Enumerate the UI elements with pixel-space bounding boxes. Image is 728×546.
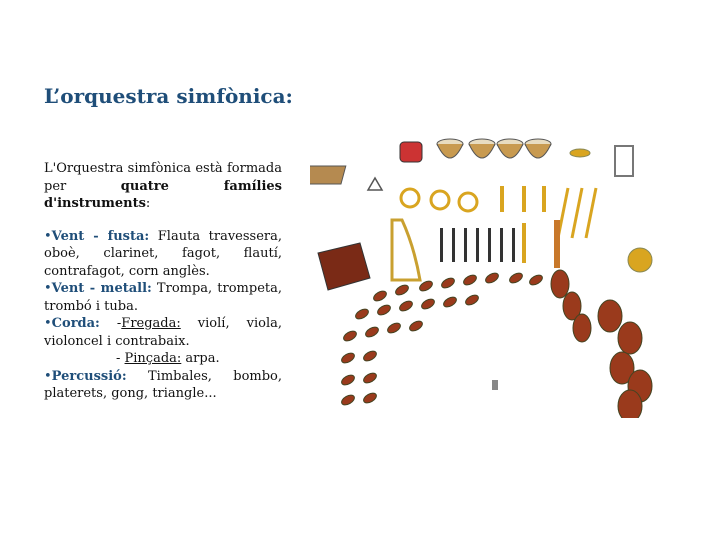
french-horn-icon <box>401 189 419 207</box>
bowed-label: Fregada: <box>121 316 181 331</box>
woodwind-icon <box>488 228 491 262</box>
violin-icon <box>464 293 480 307</box>
timpani-bowl-icon <box>469 144 495 158</box>
timpani-bowl-icon <box>497 144 523 158</box>
family-text: Flauta travessera, oboè, clarinet, fagot, flautí, contrafagot, corn anglès. <box>44 228 282 279</box>
double-bass-icon <box>618 322 642 354</box>
violin-icon <box>484 271 500 285</box>
violin-icon <box>440 276 456 290</box>
violin-icon <box>528 273 544 287</box>
intro-lead: L'Orquestra simfònica està formada per <box>44 161 282 194</box>
violin-icon <box>398 299 414 313</box>
trumpet-icon <box>542 186 546 212</box>
family-strings <box>44 315 282 350</box>
tuba-icon <box>628 248 652 272</box>
bassoon-icon <box>554 220 560 268</box>
woodwind-icon <box>452 228 455 262</box>
woodwind-icon <box>500 228 503 262</box>
violin-icon <box>362 371 378 385</box>
violin-icon <box>354 307 370 321</box>
violin-icon <box>376 303 392 317</box>
family-text: Trompa, trompeta, trombó i tuba. <box>44 281 282 314</box>
violin-icon <box>372 289 388 303</box>
violin-icon <box>462 273 478 287</box>
family-text: - <box>99 316 122 331</box>
chimes-icon <box>615 146 633 176</box>
woodwind-icon <box>440 228 443 262</box>
family-strings-plucked <box>44 350 282 368</box>
violin-icon <box>340 351 356 365</box>
family-brass <box>44 280 282 315</box>
trumpet-icon <box>500 186 504 212</box>
bass-drum-icon <box>400 142 422 162</box>
plucked-prefix: - <box>116 351 125 366</box>
cello-icon <box>551 270 569 298</box>
woodwind-icon <box>464 228 467 262</box>
violin-icon <box>386 321 402 335</box>
bullet: • <box>44 316 52 331</box>
triangle-icon <box>368 178 382 190</box>
violin-icon <box>394 283 410 297</box>
cello-icon <box>573 314 591 342</box>
bowed-text: violí, viola, violoncel i contrabaix. <box>44 316 282 349</box>
piano-icon <box>318 243 370 290</box>
double-bass-icon <box>598 300 622 332</box>
slide-title: L’orquestra simfònica: <box>44 84 293 108</box>
family-label: Vent - fusta: <box>51 228 150 244</box>
bullet: • <box>44 281 52 296</box>
violin-icon <box>362 391 378 405</box>
family-woodwind <box>44 228 282 281</box>
violin-icon <box>362 349 378 363</box>
family-text: Timbales, bombo, platerets, gong, triangle... <box>44 368 282 401</box>
slide-body <box>44 160 282 403</box>
violin-icon <box>442 295 458 309</box>
cymbal-icon <box>570 149 590 157</box>
xylophone-icon <box>310 166 346 184</box>
timpani-bowl-icon <box>525 144 551 158</box>
trombone-icon <box>586 188 596 238</box>
intro-bold: quatre famílies d'instruments <box>44 178 282 211</box>
plucked-label: Pinçada: <box>124 351 182 366</box>
saxophone-icon <box>522 223 526 263</box>
bullet: • <box>44 228 52 244</box>
harp-icon <box>392 220 420 280</box>
violin-icon <box>342 329 358 343</box>
intro-tail: : <box>145 196 151 211</box>
double-bass-icon <box>618 390 642 418</box>
french-horn-icon <box>459 193 477 211</box>
violin-icon <box>340 393 356 407</box>
violin-icon <box>420 297 436 311</box>
intro-paragraph <box>44 160 282 213</box>
french-horn-icon <box>431 191 449 209</box>
family-percussion <box>44 368 282 403</box>
violin-icon <box>508 271 524 285</box>
timpani-bowl-icon <box>437 144 463 158</box>
symphony-orchestra-layout-illustration <box>310 128 700 418</box>
trombone-icon <box>572 188 582 238</box>
plucked-text: arpa. <box>181 351 220 366</box>
family-label: Vent - metall: <box>51 281 152 296</box>
family-label: Percussió: <box>51 368 127 384</box>
woodwind-icon <box>476 228 479 262</box>
bullet: • <box>44 368 52 384</box>
violin-icon <box>340 373 356 387</box>
violin-icon <box>408 319 424 333</box>
family-label: Corda: <box>51 316 100 331</box>
woodwind-icon <box>512 228 515 262</box>
violin-icon <box>364 325 380 339</box>
trumpet-icon <box>522 186 526 212</box>
conductor-icon <box>492 380 498 390</box>
